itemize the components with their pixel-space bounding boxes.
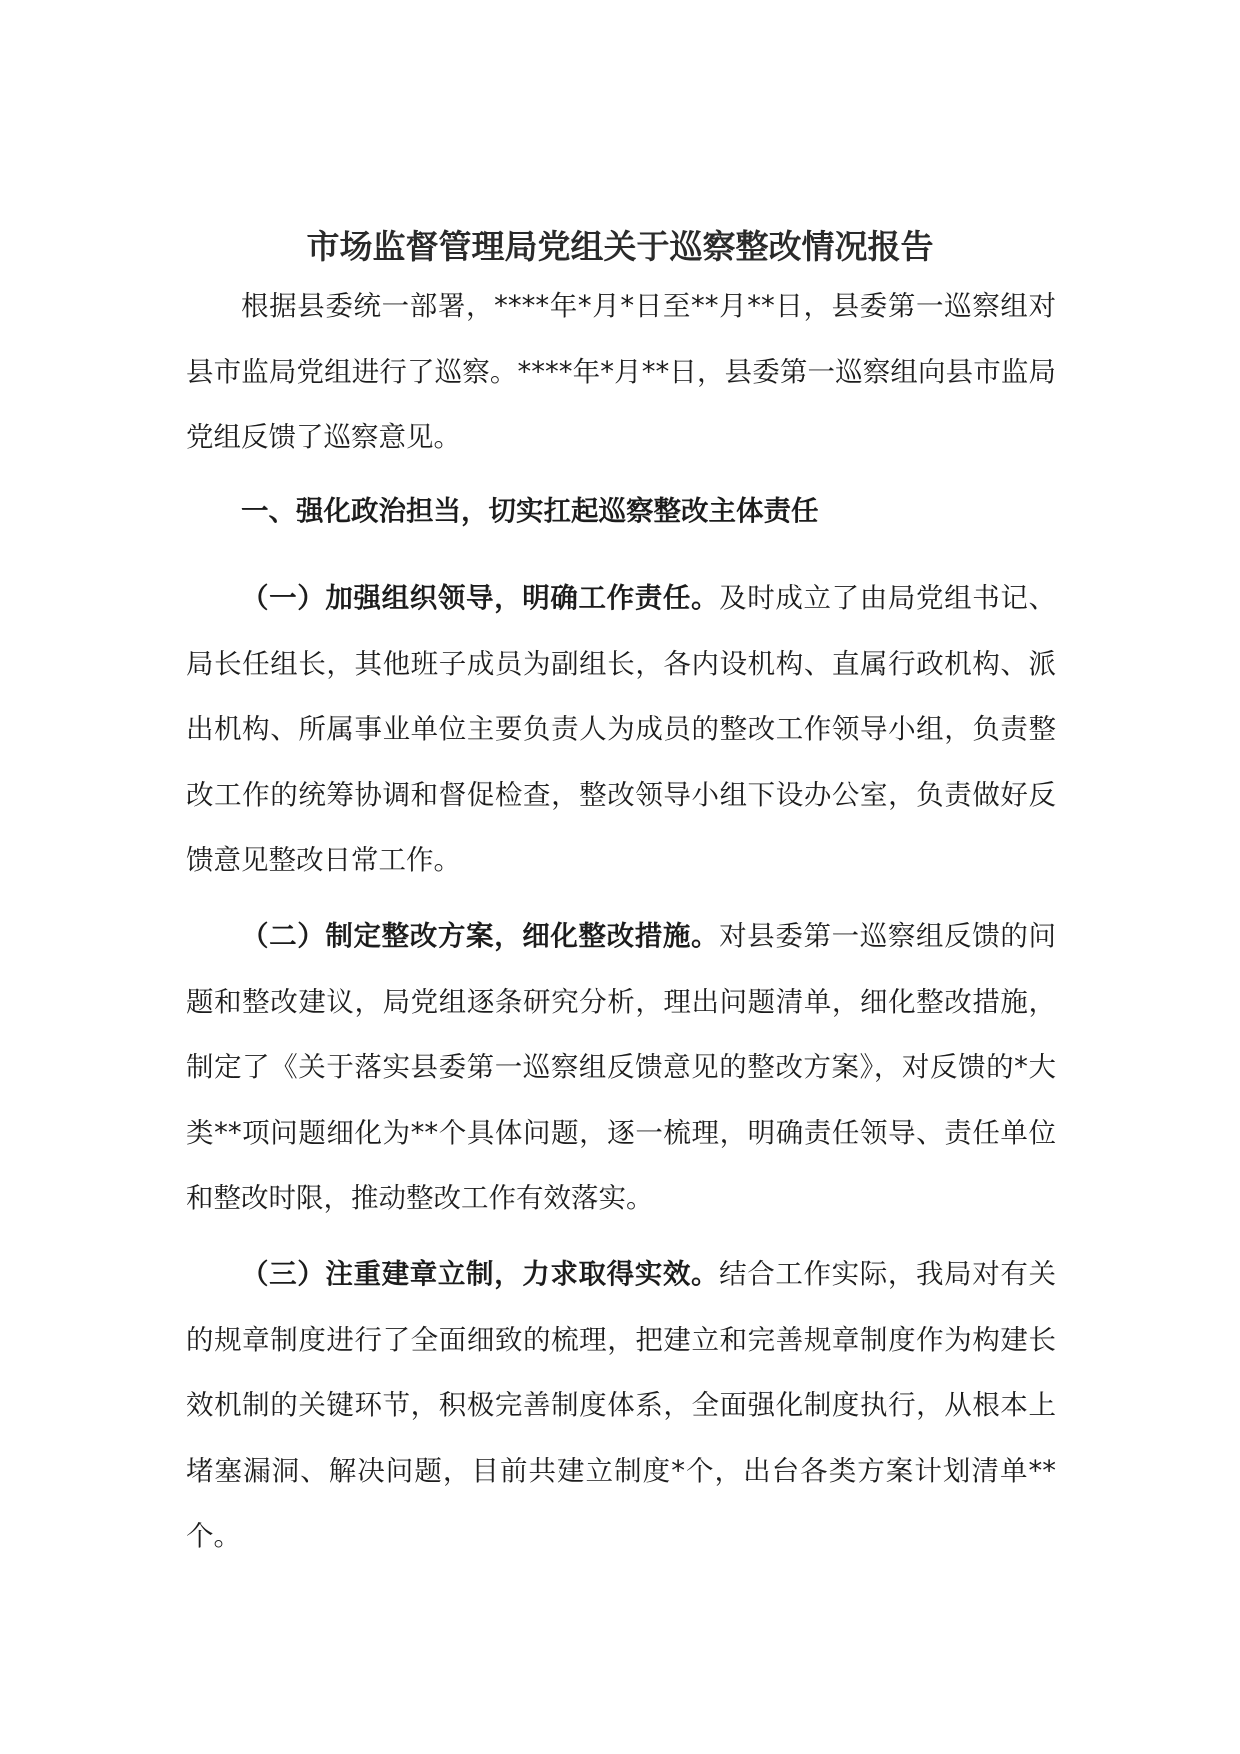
section-item-3-text: 结合工作实际，我局对有关的规章制度进行了全面细致的梳理，把建立和完善规章制度作为构建长效机制的关键环节，积极完善制度体系，全面强化制度执行，从根本上堵塞漏洞、解决问题，目前共建立制度*个，出台各类方案计划清单**个。 — [186, 1258, 1056, 1552]
section-item-3-lead: （三）注重建章立制，力求取得实效。 — [241, 1258, 720, 1290]
document-title: 市场监督管理局党组关于巡察整改情况报告 — [306, 227, 934, 267]
section-heading: 一、强化政治担当，切实扛起巡察整改主体责任 — [241, 495, 819, 527]
section-item-2-text: 对县委第一巡察组反馈的问题和整改建议，局党组逐条研究分析，理出问题清单，细化整改措施，制定了《关于落实县委第一巡察组反馈意见的整改方案》，对反馈的*大类**项问题细化为**个具体问题，逐一梳理，明确责任领导、责任单位和整改时限，推动整改工作有效落实。 — [186, 920, 1056, 1214]
section-item-1 — [186, 566, 1056, 894]
section-item-2-lead: （二）制定整改方案，细化整改措施。 — [241, 920, 720, 952]
section-item-1-text: 及时成立了由局党组书记、局长任组长，其他班子成员为副组长，各内设机构、直属行政机构、派出机构、所属事业单位主要负责人为成员的整改工作领导小组，负责整改工作的统筹协调和督促检查，整改领导小组下设办公室，负责做好反馈意见整改日常工作。 — [186, 582, 1056, 876]
section-item-3 — [186, 1242, 1056, 1570]
section-item-2 — [186, 904, 1056, 1232]
section-item-1-lead: （一）加强组织领导，明确工作责任。 — [241, 582, 720, 614]
intro-paragraph: 根据县委统一部署，****年*月*日至**月**日，县委第一巡察组对县市监局党组进行了巡察。****年*月**日，县委第一巡察组向县市监局党组反馈了巡察意见。 — [186, 290, 1056, 453]
